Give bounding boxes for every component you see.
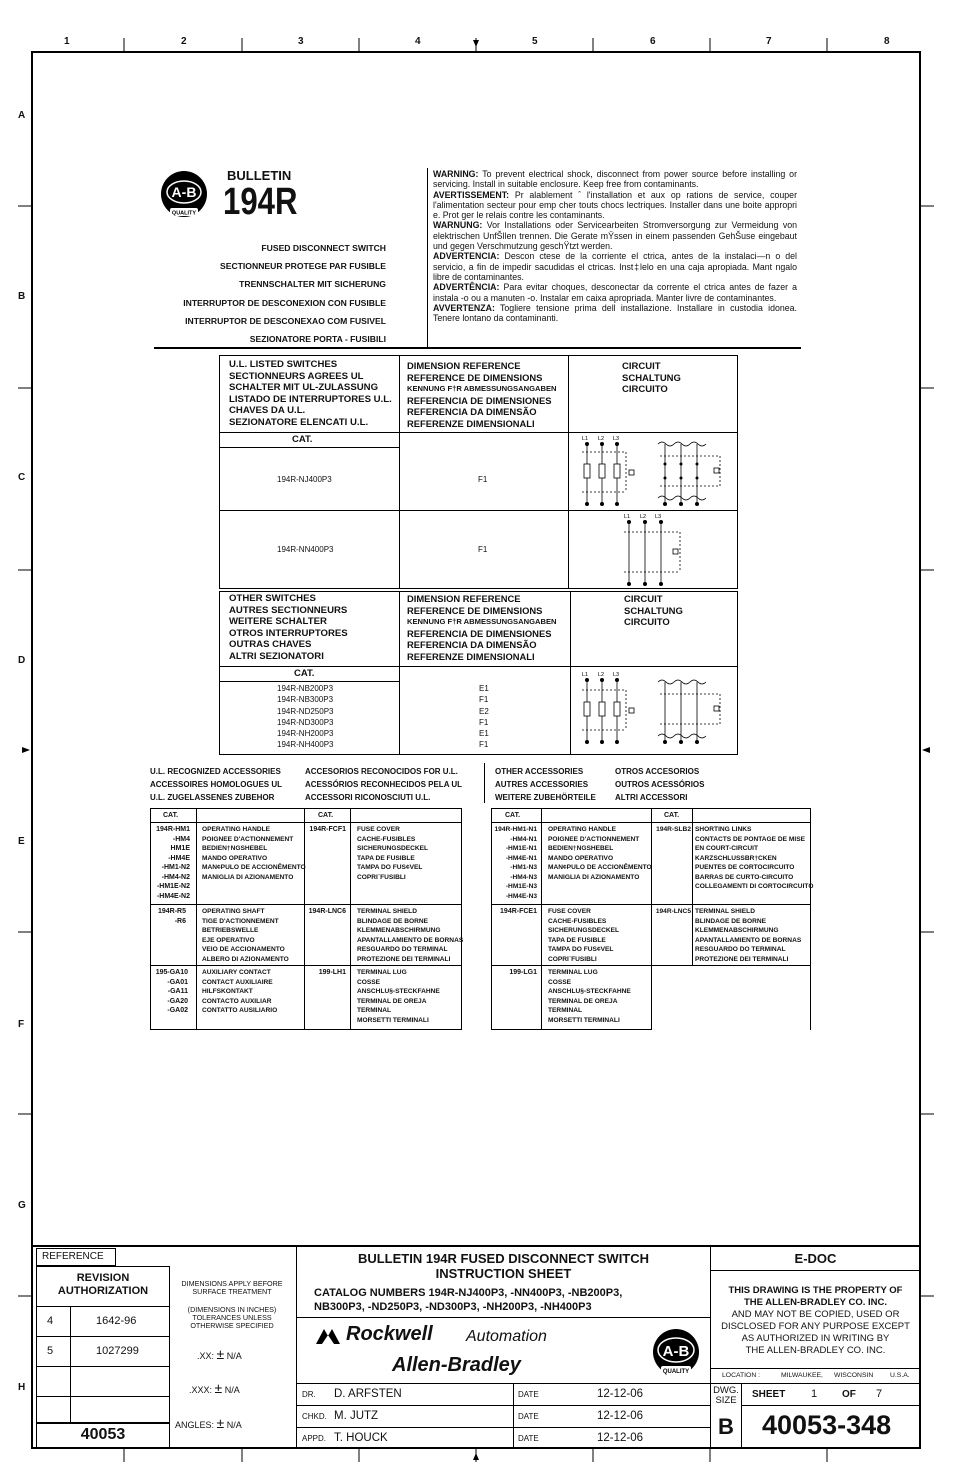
cat-label: CAT. (292, 434, 313, 445)
accessory-cat: 194R-R5 -R6 (157, 908, 186, 925)
catalog-numbers: CATALOG NUMBERS 194R-NJ400P3, -NN400P3, -NB200P3, NB300P3, -ND250P3, -ND300P3, -NH200P3, -NH400P3 (314, 1287, 623, 1313)
svg-text:L3: L3 (613, 436, 620, 442)
warning-it: AVVERTENZA: Togliere tensione prima dell installazione. Installare in custodia idonea. Tenere lontano da contaminanti. (433, 302, 797, 324)
warning-en: WARNING: To prevent electrical shock, disconnect from power source before installing or servicing. Install in suitable enclosure. Keep free from contaminants. (433, 169, 797, 190)
col-number: 2 (181, 36, 187, 47)
authorization-number: 1027299 (96, 1345, 139, 1357)
dimension-ref: F1 (478, 545, 488, 554)
bulletin-number: 194R (223, 181, 298, 223)
ab-logo-sub: QUALITY (171, 210, 197, 217)
sheet-number: 1 (811, 1388, 818, 1400)
tolerance-xx: .XX: ± N/A (197, 1346, 242, 1362)
approved-date: 12-12-06 (597, 1432, 644, 1444)
checked-by: M. JUTZ (334, 1410, 379, 1422)
accessory-desc: TERMINAL LUG COSSE ANSCHLU§-STECKFAHNE TERMINAL DE OREJA TERMINAL MORSETTI TERMINALI (548, 969, 631, 1024)
svg-text:L1: L1 (624, 514, 631, 520)
revision-number: 5 (47, 1345, 54, 1357)
accessory-cat: 194R-HM1 -HM4 HM1E -HM4E -HM1-N2 -HM4-N2 -HM1E-N2 -HM4E-N2 (156, 826, 190, 900)
catalog-number: 194R-NN400P3 (277, 545, 334, 554)
drawn-date: 12-12-06 (597, 1388, 644, 1400)
date-label: DATE (518, 1434, 539, 1443)
header-divider (427, 168, 428, 348)
warning-fr: AVERTISSEMENT: Pr alablement ˆ l'installation et aux op rations de service, couper l'alimentation secteur pour emp cher touts chocs lectriques. Installer dans une boite appropri e. Prot ger le relais contre les contaminants. (433, 189, 797, 221)
circuit-header: CIRCUIT SCHALTUNG CIRCUITO (622, 361, 681, 395)
accessory-desc: OPERATING HANDLE POIGNEE D'ACTIONNEMENT BEDIEN†NGSHEBEL MANDO OPERATIVO MAN¢PULO DE ACCIONÊMENTO MANIGLIA DI AZIONAMENTO (202, 826, 306, 881)
rockwell-logo-icon (314, 1326, 342, 1346)
svg-text:QUALITY: QUALITY (662, 1369, 690, 1375)
col-number: 4 (415, 36, 421, 47)
cat-label: CAT. (664, 812, 680, 819)
checked-label: CHKD. (302, 1412, 327, 1421)
automation-wordmark: Automation (466, 1328, 547, 1345)
product-title: FUSED DISCONNECT SWITCH (261, 243, 386, 253)
drawing-number: 40053-348 (762, 1410, 892, 1440)
other-switch-header: OTHER SWITCHES AUTRES SECTIONNEURS WEITERE SCHALTER OTROS INTERRUPTORES OUTRAS CHAVES ALTRI SEZIONATORI (229, 593, 348, 662)
other-accessories-header-es: OTROS ACCESORIOS OUTROS ACESSÓRIOS ALTRI ACCESSORI (615, 767, 705, 802)
revision-number: 4 (47, 1315, 54, 1327)
approved-label: APPD. (302, 1434, 327, 1443)
ul-accessories-header: U.L. RECOGNIZED ACCESSORIES ACCESSOIRES HOMOLOGUES UL U.L. ZUGELASSENES ZUBEHOR (150, 767, 283, 802)
accessory-cat: 195-GA10 -GA01 -GA11 -GA20 -GA02 (155, 969, 188, 1014)
col-number: 7 (766, 36, 772, 47)
accessory-desc: TERMINAL SHIELD BLINDAGE DE BORNE KLEMMENABSCHIRMUNG APANTALLAMIENTO DE BORNAS RESGUARDO DO TERMINAL PROTEZIONE DEI TERMINALI (695, 908, 802, 963)
ab-logo-text: A-B (171, 184, 197, 200)
reference-label: REFERENCE (42, 1251, 104, 1262)
warning-de: WARNUNG: Vor Installations oder Servicearbeiten Stromversorgung zur Vermeidung von elektrischen UnfŠllen trennen. Die Gerate mŸssen in einem passenden GehŠuse eingebaut und gegen Verschmutzung geschŸtzt werden. (433, 220, 797, 252)
date-label: DATE (518, 1412, 539, 1421)
svg-text:L2: L2 (598, 672, 605, 678)
revision-authorization-label: REVISION AUTHORIZATION (57, 1272, 149, 1297)
row-letter: B (18, 291, 26, 302)
catalog-number-list: 194R-NB200P3 194R-NB300P3 194R-ND250P3 194R-ND300P3 194R-NH200P3 194R-NH400P3 (277, 684, 334, 750)
row-letter: E (18, 836, 25, 847)
property-notice: AND MAY NOT BE COPIED, USED OR DISCLOSED FOR ANY PURPOSE EXCEPT AS AUTHORIZED IN WRITING BY THE ALLEN-BRADLEY CO. INC. (721, 1309, 910, 1356)
row-letter: H (18, 1382, 26, 1393)
product-titles (183, 239, 386, 348)
other-accessories-header: OTHER ACCESSORIES AUTRES ACCESSORIES WEITERE ZUBEHÖRTEILE (495, 767, 596, 802)
of-label: OF (842, 1389, 856, 1400)
accessory-cat: 194R-FCE1 (500, 908, 537, 915)
cat-label: CAT. (294, 668, 315, 679)
edoc-label: E-DOC (794, 1251, 837, 1266)
accessory-desc: SHORTING LINKS CONTACTS DE PONTAGE DE MISE EN COURT-CIRCUIT KARZSCHLUSSBR†CKEN PUENTES DE CORTOCIRCUITO BARRAS DE CURTO-CIRCUITO COLLEGAMENTI DI CORTOCIRCUITO (695, 826, 814, 890)
accessory-cat: 199-LG1 (509, 969, 537, 976)
row-letter: A (18, 110, 26, 121)
accessory-desc: FUSE COVER CACHE-FUSIBLES SICHERUNGSDECKEL TAPA DE FUSIBLE TAMPA DO FUS¢VEL COPRI¨FUSIBLI (357, 826, 429, 881)
allen-bradley-wordmark: Allen-Bradley (392, 1354, 521, 1376)
location-state: WISCONSIN (834, 1372, 874, 1379)
svg-text:L1: L1 (582, 672, 589, 678)
location-city: MILWAUKEE, (781, 1372, 823, 1379)
product-title: SECTIONNEUR PROTEGE PAR FUSIBLE (220, 261, 386, 272)
drawn-by: D. ARFSTEN (334, 1388, 402, 1400)
location-country: U.S.A. (890, 1372, 910, 1379)
rockwell-wordmark: Rockwell (346, 1323, 433, 1345)
product-title: TRENNSCHALTER MIT SICHERUNG (239, 279, 386, 290)
header-rule (154, 347, 801, 349)
catalog-number: 194R-NJ400P3 (277, 475, 332, 484)
property-notice-bold: THIS DRAWING IS THE PROPERTY OF THE ALLEN-BRADLEY CO. INC. (728, 1285, 903, 1308)
tolerance-angles: ANGLES: ± N/A (175, 1415, 242, 1431)
svg-text:A-B: A-B (662, 1343, 690, 1360)
drawing-size-label: DWG. SIZE (713, 1385, 739, 1406)
warning-pt: ADVERTÊNCIA: Para evitar choques, desconectar da corrente el ctrica antes de fazer a instala -o ou a manuten -o. Instalar em caixa apropriada. Manter livre de contaminantes. (433, 282, 797, 303)
svg-text:L2: L2 (598, 436, 605, 442)
svg-text:L2: L2 (640, 514, 647, 520)
accessory-desc: TERMINAL SHIELD BLINDAGE DE BORNE KLEMMENABSCHIRMUNG APANTALLAMIENTO DE BORNAS RESGUARDO DO TERMINAL PROTEZIONE DEI TERMINALI (357, 908, 464, 963)
bulletin-label: BULLETIN (227, 168, 292, 183)
accessory-desc: OPERATING HANDLE POIGNEE D'ACTIONNEMENT BEDIEN†NGSHEBEL MANDO OPERATIVO MAN¢PULO DE ACCIONÊMENTO MANIGLIA DI AZIONAMENTO (548, 826, 652, 881)
row-letter: C (18, 472, 26, 483)
dimension-ref: F1 (478, 475, 488, 484)
cat-label: CAT. (318, 812, 334, 819)
accessory-cat: 194R-LNC5 (655, 908, 691, 915)
accessory-cat: 194R-SLB2 (656, 826, 691, 833)
ul-accessories-header-es: ACCESORIOS RECONOCIDOS FOR U.L. ACESSÓRIOS RECONHECIDOS PELA UL ACCESSORI RICONOSCIUTI U.L. (305, 767, 463, 802)
tolerance-note: (DIMENSIONS IN INCHES) TOLERANCES UNLESS OTHERWISE SPECIFIED (187, 1305, 277, 1330)
accessory-desc: FUSE COVER CACHE-FUSIBLES SICHERUNGSDECKEL TAPA DE FUSIBLE TAMPA DO FUS¢VEL COPRI¨FUSIBLI (548, 908, 620, 963)
checked-date: 12-12-06 (597, 1410, 644, 1422)
drawing-base-number: 40053 (80, 1426, 126, 1443)
svg-text:L3: L3 (655, 514, 662, 520)
location-label: LOCATION : (722, 1372, 761, 1379)
sheet-total: 7 (876, 1388, 883, 1400)
col-number: 6 (650, 36, 656, 47)
svg-text:L3: L3 (613, 672, 620, 678)
accessory-cat: 194R-LNC6 (308, 908, 346, 915)
row-letter: D (18, 655, 26, 666)
row-letter: G (18, 1200, 26, 1211)
ab-logo (158, 170, 210, 222)
drawn-label: DR. (302, 1390, 316, 1399)
drawing-size: B (718, 1414, 734, 1439)
row-letter: F (18, 1019, 25, 1030)
warning-es: ADVERTENCIA: Descon ctese de la corriente el ctrica, antes de la instalaci—n o del servicio, a fin de impedir sacudidas el ctricas. Inst‡lelo en una caja apropiada. Mant ngalo libre de contaminantes. (433, 251, 797, 282)
sheet-label: SHEET (752, 1389, 786, 1400)
svg-text:L1: L1 (582, 436, 589, 442)
dimension-ref-list: E1 F1 E2 F1 E1 F1 (479, 684, 489, 750)
accessory-cat: 199-LH1 (318, 969, 346, 976)
date-label: DATE (518, 1390, 539, 1399)
authorization-number: 1642-96 (96, 1315, 137, 1327)
circuit-header: CIRCUIT SCHALTUNG CIRCUITO (624, 594, 683, 628)
col-number: 5 (532, 36, 538, 47)
circuit-diagram-fused (578, 434, 728, 509)
circuit-diagram-switch (620, 512, 690, 588)
dimension-note: DIMENSIONS APPLY BEFORE SURFACE TREATMENT (181, 1279, 283, 1296)
accessory-desc: AUXILIARY CONTACT CONTACT AUXILIAIRE HILFSKONTAKT CONTACTO AUXILIAR CONTATTO AUSILIARIO (202, 969, 278, 1014)
product-title: INTERRUPTOR DE DESCONEXAO COM FUSIVEL (185, 315, 386, 326)
dimension-header: DIMENSION REFERENCE REFERENCE DE DIMENSIONS KENNUNG F†R ABMESSUNGSANGABEN REFERENCIA DE DIMENSIONES REFERENCIA DA DIMENSÃO REFERENZE DIMENSIONALI (407, 593, 557, 662)
ul-switch-header: U.L. LISTED SWITCHES SECTIONNEURS AGREES UL SCHALTER MIT UL-ZULASSUNG LISTADO DE INTERRUPTORES U.L. CHAVES DA U.L. SEZIONATORE ELENCATI U.L. (229, 359, 392, 428)
accessory-cat: 194R-HM1-N1 -HM4-N1 -HM1E-N1 -HM4E-N1 -HM1-N3 -HM4-N3 -HM1E-N3 -HM4E-N3 (494, 826, 537, 900)
circuit-diagram-fused (578, 668, 728, 748)
tolerance-xxx: .XXX: ± N/A (189, 1380, 240, 1396)
col-number: 3 (298, 36, 304, 47)
col-number: 1 (64, 36, 70, 47)
document-title: BULLETIN 194R FUSED DISCONNECT SWITCH INSTRUCTION SHEET (357, 1251, 650, 1281)
warnings-block (433, 169, 797, 323)
accessory-desc: TERMINAL LUG COSSE ANSCHLU§-STECKFAHNE TERMINAL DE OREJA TERMINAL MORSETTI TERMINALI (357, 969, 440, 1024)
accessory-cat: 194R-FCF1 (309, 826, 346, 833)
product-title: INTERRUPTOR DE DESCONEXION CON FUSIBLE (183, 297, 386, 308)
approved-by: T. HOUCK (334, 1432, 388, 1444)
cat-label: CAT. (163, 812, 179, 819)
cat-label: CAT. (505, 812, 521, 819)
ab-quality-logo (648, 1328, 704, 1380)
dimension-header: DIMENSION REFERENCE REFERENCE DE DIMENSIONS KENNUNG F†R ABMESSUNGSANGABEN REFERENCIA DE DIMENSIONES REFERENCIA DA DIMENSÃO REFERENZE DIMENSIONALI (407, 360, 557, 429)
product-title: SEZIONATORE PORTA - FUSIBILI (249, 334, 386, 345)
col-number: 8 (884, 36, 890, 47)
accessory-desc: OPERATING SHAFT TIGE D'ACTIONNEMENT BETRIEBSWELLE EJE OPERATIVO VEIO DE ACCIONAMENTO ALBERO DI AZIONAMENTO (202, 908, 289, 963)
